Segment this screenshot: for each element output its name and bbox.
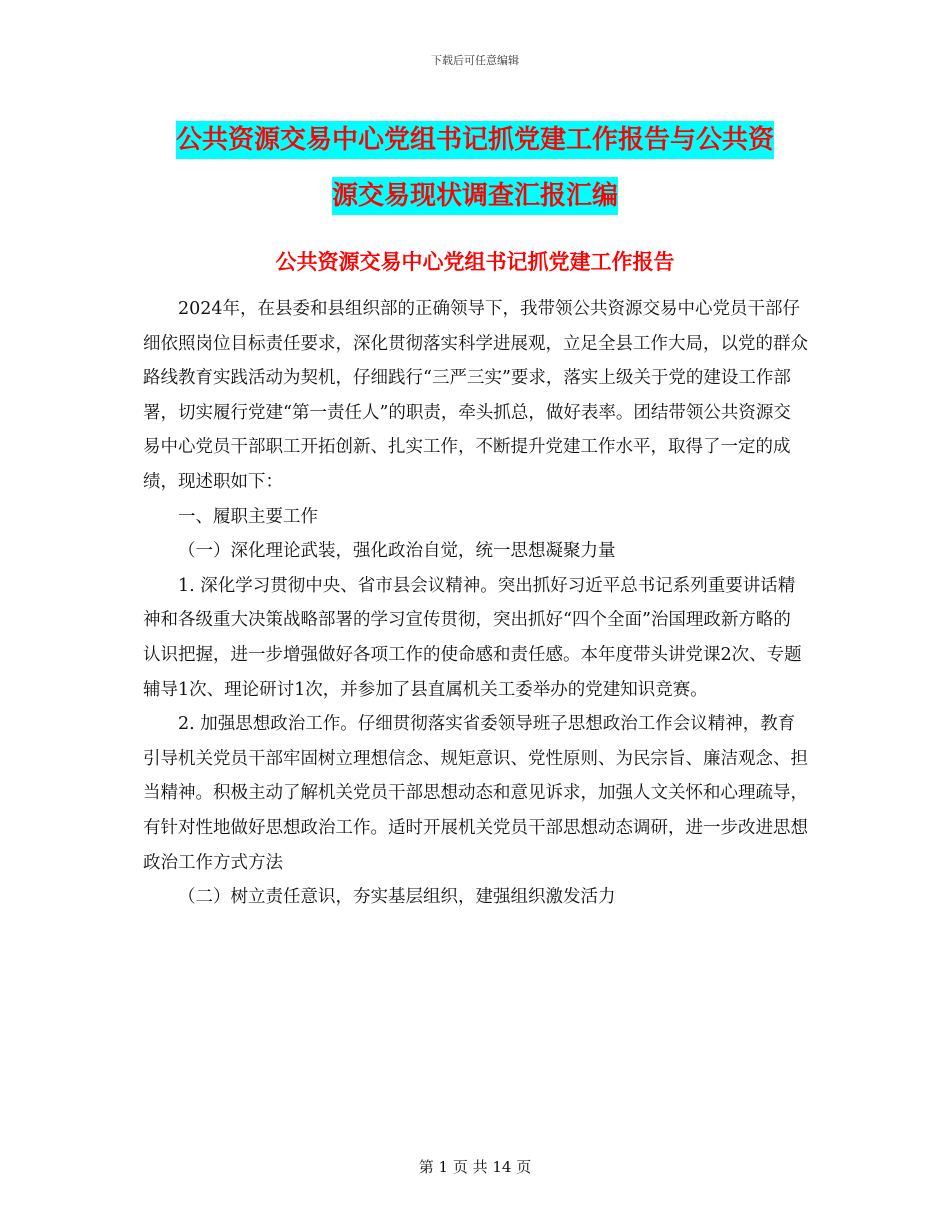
document-title [0,112,950,224]
page-header-note: 下载后可任意编辑 [431,54,519,67]
document-body [143,292,808,915]
paragraph-item-2: 2. 加强思想政治工作。仔细贯彻落实省委领导班子思想政治工作会议精神，教育引导机关党员干部牢固树立理想信念、规矩意识、党性原则、为民宗旨、廉洁观念、担当精神。积极主动了解机关党员干部思想动态和意见诉求，加强人文关怀和心理疏导，有针对性地做好思想政治工作。适时开展机关党员干部思想动态调研，进一步改进思想政治工作方式方法 [143,714,808,873]
document-title-line-2: 源交易现状调查汇报汇编 [332,177,618,215]
page-number: 第 1 页 共 14 页 [418,1158,532,1176]
section-title: 公共资源交易中心党组书记抓党建工作报告 [275,250,675,274]
paragraph-item-1: 1. 深化学习贯彻中央、省市县会议精神。突出抓好习近平总书记系列重要讲话精神和各级重大决策战略部署的学习宣传贯彻，突出抓好“四个全面”治国理政新方略的认识把握，进一步增强做好各项工作的使命感和责任感。本年度带头讲党课2次、专题辅导1次、理论研讨1次，并参加了县直属机关工委举办的党建知识竞赛。 [143,575,802,700]
document-title-line-1: 公共资源交易中心党组书记抓党建工作报告与公共资 [176,121,774,159]
heading-level-2-second: （二）树立责任意识，夯实基层组织，建强组织激发活力 [178,887,616,908]
heading-level-2-first: （一）深化理论武装，强化政治自觉，统一思想凝聚力量 [178,541,616,562]
paragraph-intro: 2024年，在县委和县组织部的正确领导下，我带领公共资源交易中心党员干部仔细依照岗位目标责任要求，深化贯彻落实科学进展观，立足全县工作大局，以党的群众路线教育实践活动为契机，仔细践行“三严三实”要求，落实上级关于党的建设工作部署，切实履行党建“第一责任人”的职责，牵头抓总，做好表率。团结带领公共资源交易中心党员干部职工开拓创新、扎实工作，不断提升党建工作水平，取得了一定的成绩，现述职如下： [143,299,808,492]
heading-level-1: 一、履职主要工作 [178,506,318,527]
